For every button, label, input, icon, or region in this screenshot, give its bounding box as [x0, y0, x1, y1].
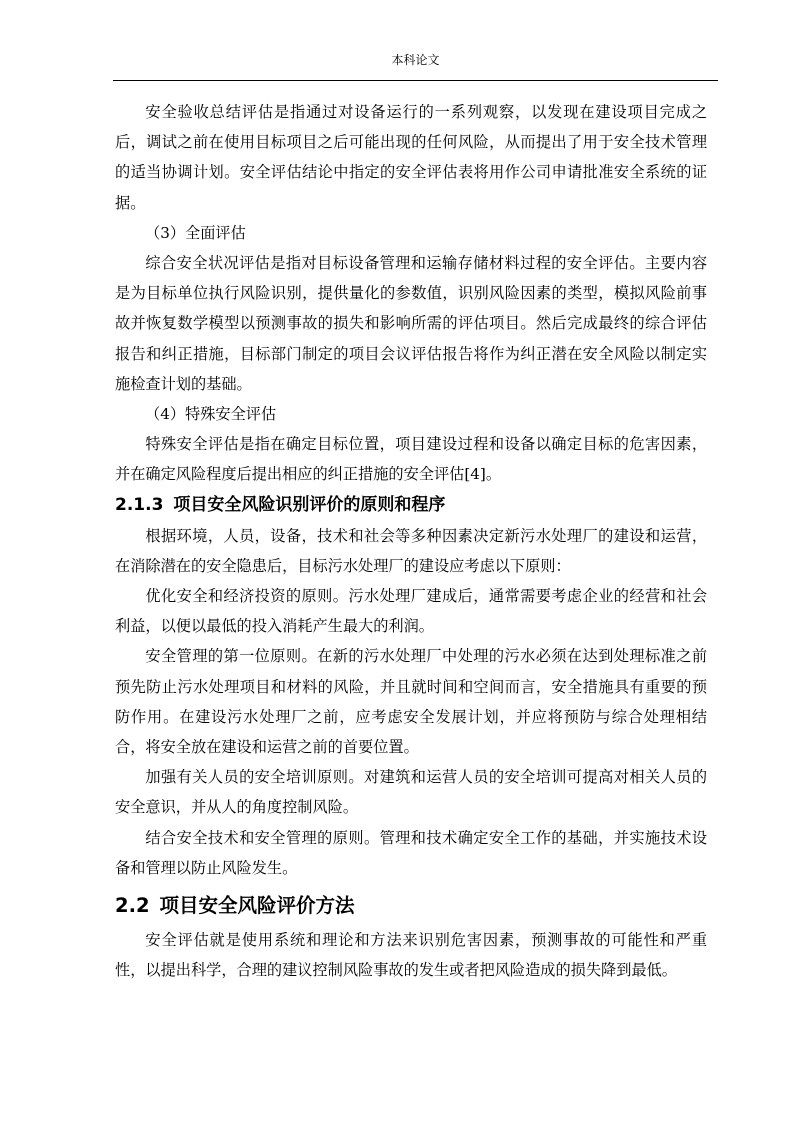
paragraph-special-evaluation: 特殊安全评估是指在确定目标位置，项目建设过程和设备以确定目标的危害因素，并在确定风险程度后提出相应的纠正措施的安全评估[4]。	[115, 435, 707, 484]
subheading-special-evaluation: （4）特殊安全评估	[145, 405, 277, 424]
section-number: 2.2	[115, 894, 150, 918]
section-heading-2-2	[115, 887, 707, 925]
body-content	[115, 97, 707, 985]
section-title: 项目安全风险识别评价的原则和程序	[173, 494, 446, 515]
section-number: 2.1.3	[115, 494, 164, 515]
page-header: 本科论文	[391, 53, 440, 67]
section-title: 项目安全风险评价方法	[159, 894, 355, 918]
subheading-comprehensive-evaluation: （3）全面评估	[145, 223, 246, 242]
paragraph-principle-investment: 优化安全和经济投资的原则。污水处理厂建成后，通常需要考虑企业的经营和社会利益，以便以最低的投入消耗产生最大的利润。	[115, 587, 707, 636]
paragraph-evaluation-methods: 安全评估就是使用系统和理论和方法来识别危害因素，预测事故的可能性和严重性，以提出科学，合理的建议控制风险事故的发生或者把风险造成的损失降到最低。	[115, 931, 707, 980]
paragraph-principle-training: 加强有关人员的安全培训原则。对建筑和运营人员的安全培训可提高对相关人员的安全意识，并从人的角度控制风险。	[115, 768, 707, 817]
paragraph-comprehensive-evaluation: 综合安全状况评估是指对目标设备管理和运输存储材料过程的安全评估。主要内容是为目标单位执行风险识别，提供量化的参数值，识别风险因素的类型，模拟风险前事故并恢复数学模型以预测事故的损失和影响所需的评估项目。然后完成最终的综合评估报告和纠正措施，目标部门制定的项目会议评估报告将作为纠正潜在安全风险以制定实施检查计划的基础。	[115, 254, 707, 393]
paragraph-acceptance-evaluation: 安全验收总结评估是指通过对设备运行的一系列观察，以发现在建设项目完成之后，调试之前在使用目标项目之后可能出现的任何风险，从而提出了用于安全技术管理的适当协调计划。安全评估结论中指定的安全评估表将用作公司申请批准安全系统的证据。	[115, 103, 707, 212]
paragraph-principles-intro: 根据环境，人员，设备，技术和社会等多种因素决定新污水处理厂的建设和运营，在消除潜在的安全隐患后，目标污水处理厂的建设应考虑以下原则：	[115, 526, 707, 575]
paragraph-principle-technology: 结合安全技术和安全管理的原则。管理和技术确定安全工作的基础，并实施技术设备和管理以防止风险发生。	[115, 828, 707, 877]
paragraph-principle-safety-first: 安全管理的第一位原则。在新的污水处理厂中处理的污水必须在达到处理标准之前预先防止污水处理项目和材料的风险，并且就时间和空间而言，安全措施具有重要的预防作用。在建设污水处理厂之前，应考虑安全发展计划，并应将预防与综合处理相结合，将安全放在建设和运营之前的首要位置。	[115, 647, 707, 757]
header-rule	[113, 80, 718, 81]
section-heading-2-1-3	[115, 490, 707, 521]
